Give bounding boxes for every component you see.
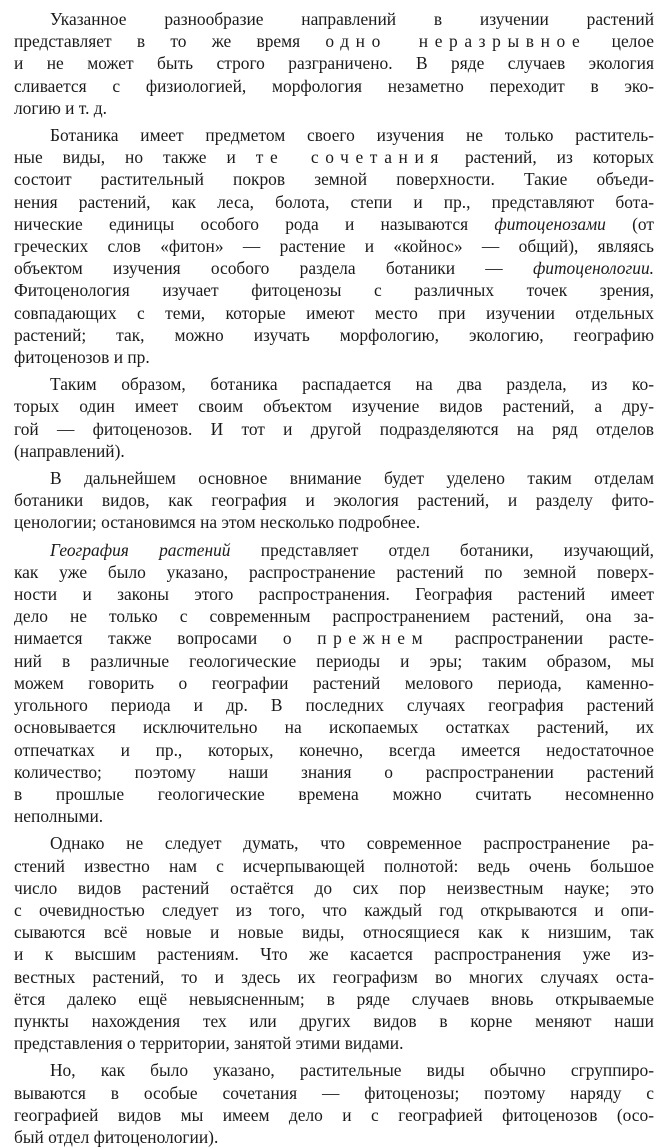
text-line (14, 739, 654, 761)
text-line (14, 716, 654, 738)
text-line (14, 257, 654, 279)
italic-term: фитоценозами (494, 213, 606, 234)
text-line (14, 605, 654, 627)
italic-term: География растений (50, 539, 231, 560)
text-run: нения растений, как леса, болота, степи и пр., представляют бота- (14, 191, 654, 212)
text-line (14, 943, 654, 965)
text-run: Указанное разнообразие направлений в изучении растений (50, 9, 654, 29)
paragraph (14, 467, 654, 534)
text-line (14, 395, 654, 417)
text-line (14, 440, 654, 462)
text-run: состоит растительный покров земной поверхности. Такие объеди- (14, 169, 654, 190)
text-run: представляет отдел ботаники, изучающий, (230, 539, 654, 560)
text-run: ные виды, но также и (14, 147, 256, 168)
text-run: бый отдел фитоценологии). (14, 1126, 219, 1147)
text-line (14, 191, 654, 213)
text-run: фитоценозов и пр. (14, 347, 150, 368)
text-run: Однако не следует думать, что современное распространение ра- (50, 833, 654, 854)
spaced-emphasis: прежнем (317, 628, 430, 649)
paragraph (14, 373, 654, 462)
paragraph (14, 124, 654, 368)
text-run: логию и т. д. (14, 97, 107, 118)
text-line (14, 805, 654, 827)
text-line (14, 124, 654, 146)
text-run: гой — фитоценозов. И тот и другой подразделяются на ряд отделов (14, 418, 654, 439)
text-run: отпечатках и пр., которых, конечно, всегда имеется недостаточное (14, 739, 654, 760)
paragraph (14, 832, 654, 1054)
text-line (14, 511, 654, 533)
text-run: Таким образом, ботаника распадается на два раздела, из ко- (50, 374, 654, 395)
text-run: число видов растений остаётся до сих пор неизвестным науке; это (14, 877, 654, 898)
text-line (14, 302, 654, 324)
text-line (14, 988, 654, 1010)
text-run: Ботаника имеет предметом своего изучения не только раститель- (50, 125, 654, 146)
text-line (14, 279, 654, 301)
text-run: ётся далеко ещё невыясненным; в ряде случаев вновь открываемые (14, 988, 654, 1009)
text-run: торых один имеет своим объектом изучение видов растений, а дру- (14, 396, 654, 417)
text-run: греческих слов «фитон» — растение и «койнос» — общий), являясь (14, 236, 654, 257)
text-line (14, 783, 654, 805)
text-run: географией видов мы имеем дело и с географией фитоценозов (осо- (14, 1104, 654, 1125)
text-run: сываются всё новые и новые виды, относящиеся как к низшим, так (14, 922, 654, 943)
text-run: дело не только с современным распространением растений, она за- (14, 606, 654, 627)
text-run: представления о территории, занятой этими видами. (14, 1033, 404, 1054)
text-run: можем говорить о географии растений мелового периода, каменно- (14, 672, 654, 693)
text-run: количество; поэтому наши знания о распространении растений (14, 761, 654, 782)
text-run: как уже было указано, распространение растений по земной поверх- (14, 561, 654, 582)
text-line (14, 30, 654, 52)
text-run: угольного периода и др. В последних случаях география растений (14, 695, 654, 716)
text-run: ности и законы этого распространения. География растений имеет (14, 584, 654, 605)
text-line (14, 899, 654, 921)
text-line (14, 650, 654, 672)
text-line (14, 921, 654, 943)
text-run: растений, из которых (445, 147, 654, 168)
paragraph (14, 539, 654, 828)
text-line (14, 346, 654, 368)
text-line (14, 832, 654, 854)
text-line (14, 1104, 654, 1126)
paragraph (14, 8, 654, 119)
text-line (14, 467, 654, 489)
text-line (14, 168, 654, 190)
text-line (14, 1126, 654, 1148)
text-line (14, 8, 654, 30)
text-line (14, 213, 654, 235)
text-run: (направлений). (14, 440, 125, 461)
text-run: и не может быть строго разграничено. В ряде случаев экология (14, 53, 654, 74)
text-line (14, 761, 654, 783)
text-run: Фитоценология изучает фитоценозы с различных точек зрения, (14, 280, 654, 301)
text-run: в прошлые геологические времена можно считать несомненно (14, 783, 654, 804)
spaced-emphasis: одно неразрывное (325, 31, 587, 52)
text-run: вываются в особые сочетания — фитоценозы; поэтому наряду с (14, 1082, 654, 1103)
italic-term: фитоценологии. (532, 258, 654, 279)
text-line (14, 489, 654, 511)
text-line (14, 75, 654, 97)
text-run: В дальнейшем основное внимание будет уделено таким отделам (50, 468, 654, 489)
text-run: совпадающих с теми, которые имеют место при изучении отдельных (14, 302, 654, 323)
text-line (14, 1010, 654, 1032)
text-run: целое (586, 31, 654, 52)
text-run: Но, как было указано, растительные виды обычно сгруппиро- (50, 1060, 654, 1081)
spaced-emphasis: те сочетания (255, 147, 445, 168)
text-run: ботаники видов, как география и экология растений, и разделу фито- (14, 490, 654, 511)
text-line (14, 1082, 654, 1104)
text-line (14, 855, 654, 877)
text-line (14, 1059, 654, 1081)
text-run: стений известно нам с исчерпывающей полнотой: ведь очень большое (14, 855, 654, 876)
paragraph (14, 1059, 654, 1148)
text-line (14, 561, 654, 583)
text-line (14, 539, 654, 561)
text-run: неполными. (14, 806, 104, 827)
text-line (14, 373, 654, 395)
text-line (14, 1032, 654, 1054)
text-run: растений; так, можно изучать морфологию, экологию, географию (14, 324, 654, 345)
text-line (14, 627, 654, 649)
text-run: представляет в то же время (14, 31, 326, 52)
text-run: ний в различные геологические периоды и эры; таким образом, мы (14, 650, 654, 671)
text-run: распространении расте- (429, 628, 654, 649)
text-run: и к высшим растениям. Что же касается распространения уже из- (14, 944, 654, 965)
text-run: вестных растений, то и здесь их географизм во многих случаях оста- (14, 966, 654, 987)
text-run: (от (605, 213, 654, 234)
text-line (14, 324, 654, 346)
text-run: объектом изучения особого раздела ботаники — (14, 258, 533, 279)
text-line (14, 672, 654, 694)
text-run: основывается исключительно на ископаемых остатках растений, их (14, 717, 654, 738)
text-run: сливается с физиологией, морфология незаметно переходит в эко- (14, 75, 654, 96)
text-run: с очевидностью следует из того, что каждый год открываются и опи- (14, 899, 654, 920)
text-line (14, 694, 654, 716)
text-line (14, 146, 654, 168)
text-run: нимается также вопросами о (14, 628, 318, 649)
text-run: ценологии; остановимся на этом несколько подробнее. (14, 512, 421, 533)
text-run: нические единицы особого рода и называются (14, 213, 495, 234)
text-line (14, 418, 654, 440)
text-line (14, 966, 654, 988)
text-line (14, 877, 654, 899)
text-line (14, 52, 654, 74)
text-line (14, 97, 654, 119)
text-run: пункты нахождения тех или других видов в корне меняют наши (14, 1010, 654, 1031)
text-line (14, 235, 654, 257)
text-line (14, 583, 654, 605)
